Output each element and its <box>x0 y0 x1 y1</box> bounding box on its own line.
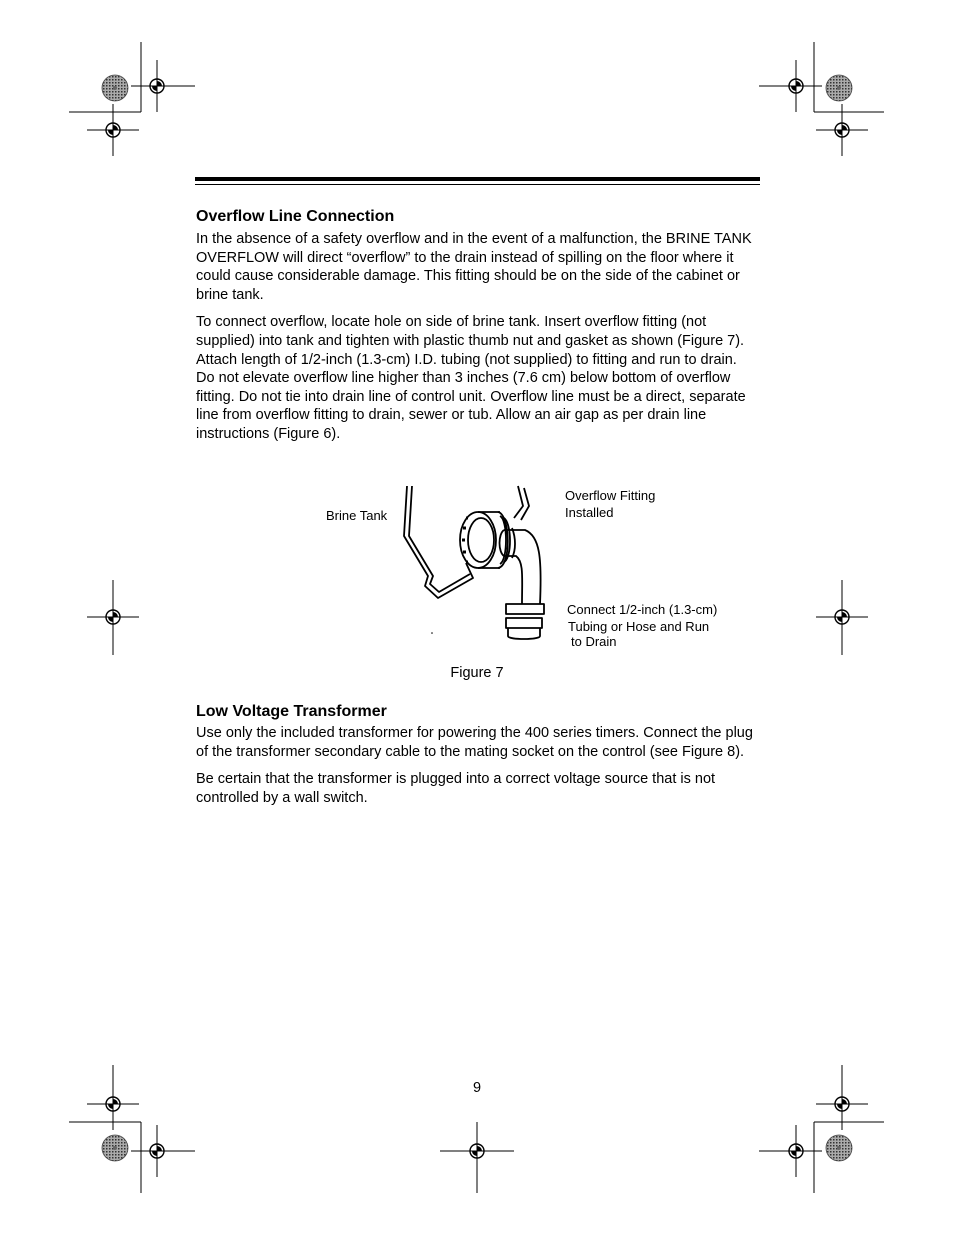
transformer-section <box>196 702 758 807</box>
page-number: 9 <box>472 1080 482 1096</box>
label-brine-tank: Brine Tank <box>326 508 388 523</box>
section-heading: Overflow Line Connection <box>196 208 395 225</box>
header-rule-thin <box>195 184 760 185</box>
paragraph: To connect overflow, locate hole on side of brine tank. Insert overflow fitting (not supplied) into tank and tighten with plastic thumb nut and gasket as shown (Figure 7). Attach length of 1/2-inch (1.3-cm) I.D. tubing (not supplied) to fitting and run to drain. Do not elevate overflow line higher than 3 inches (7.6 cm) below bottom of overflow fitting. Do not tie into drain line of control unit. Overflow line must be a direct, separate line from overflow fitting to drain, sewer or tub. Allow an air gap as per drain line instructions (Figure 6). <box>196 314 746 442</box>
paragraph: In the absence of a safety overflow and in the event of a malfunction, the BRINE TANK OVERFLOW will direct “overflow” to the drain instead of spilling on the floor where it could cause considerable damage. This fitting should be on the side of the cabinet or brine tank. <box>196 231 752 303</box>
label-tubing-hose: Tubing or Hose and Run <box>568 619 710 634</box>
overflow-section <box>196 207 758 444</box>
header-rule-thick <box>195 177 760 181</box>
figure-7 <box>300 478 760 658</box>
label-to-drain: to Drain <box>571 634 617 649</box>
label-installed: Installed <box>565 505 614 520</box>
section-heading: Low Voltage Transformer <box>196 703 387 720</box>
registration-disc-icon <box>826 1135 852 1161</box>
registration-disc-icon <box>102 1135 128 1161</box>
paragraph: Use only the included transformer for powering the 400 series timers. Connect the plug of the transformer secondary cable to the mating socket on the control (see Figure 8). <box>196 725 753 760</box>
registration-disc-icon <box>102 75 128 101</box>
paragraph: Be certain that the transformer is plugged into a correct voltage source that is not controlled by a wall switch. <box>196 771 716 806</box>
label-overflow-fitting: Overflow Fitting <box>565 488 656 503</box>
label-connect-tubing: Connect 1/2-inch (1.3-cm) <box>567 602 718 617</box>
registration-disc-icon <box>826 75 852 101</box>
figure-caption: Figure 7 <box>450 665 504 681</box>
